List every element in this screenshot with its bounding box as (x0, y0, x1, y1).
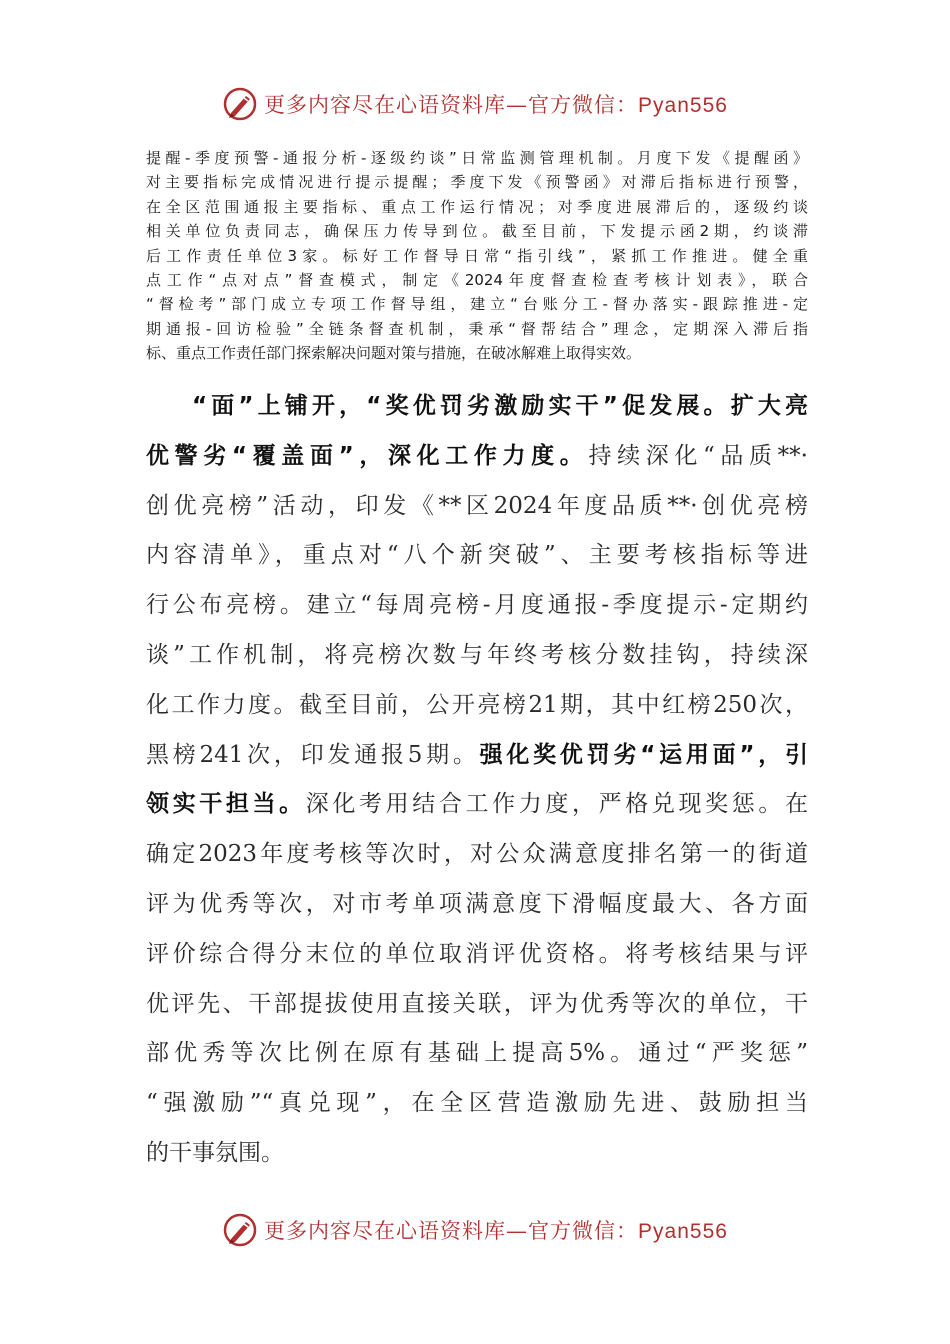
body-text: 黑榜241次，印发通报5期。 (146, 741, 480, 768)
body-text: 持续深化“品质**· (588, 442, 808, 469)
text-line: 部优秀等次比例在原有基础上提高5%。通过“严奖惩” (146, 1040, 808, 1067)
bold-heading: 领实干担当。 (146, 791, 306, 818)
pen-logo-icon (222, 1212, 258, 1248)
text-line (146, 432, 808, 482)
body-text: 深化考用结合工作力度，严格兑现奖惩。在 (305, 791, 808, 818)
text-line: 后工作责任单位3家。标好工作督导日常“指引线”，紧抓工作推进。健全重 (146, 246, 808, 265)
header-banner (0, 86, 950, 122)
text-line: 化工作力度。截至目前，公开亮榜21期，其中红榜250次， (146, 691, 808, 718)
text-line: 期通报-回访检验”全链条督查机制，秉承“督帮结合”理念，定期深入滞后指 (146, 319, 808, 338)
text-line: 谈”工作机制，将亮榜次数与年终考核分数挂钩，持续深 (146, 641, 808, 668)
banner-text (264, 1215, 728, 1245)
text-line: 点工作“点对点”督查模式，制定《2024年度督查检查考核计划表》，联合 (146, 270, 808, 289)
text-line: “督检考”部门成立专项工作督导组，建立“台账分工-督办落实-跟踪推进-定 (146, 295, 808, 314)
main-paragraph (146, 382, 808, 1179)
text-line: 创优亮榜”活动，印发《**区2024年度品质**·创优亮榜 (146, 492, 808, 519)
text-line (146, 382, 808, 432)
text-line: 的干事氛围。 (146, 1139, 284, 1166)
bold-heading: 强化奖优罚劣“运用面”，引 (479, 741, 808, 768)
text-line: 内容清单》，重点对“八个新突破”、主要考核指标等进 (146, 542, 808, 569)
footer-banner (0, 1212, 950, 1248)
text-line: 对主要指标完成情况进行提示提醒；季度下发《预警函》对滞后指标进行预警， (146, 173, 808, 192)
banner-label: 更多内容尽在心语资料库—官方微信： (264, 1219, 639, 1243)
text-line: “强激励”“真兑现”，在全区营造激励先进、鼓励担当 (146, 1090, 808, 1117)
banner-wechat-id: Pyan556 (638, 1220, 728, 1243)
text-line: 确定2023年度考核等次时，对公众满意度排名第一的街道 (146, 841, 808, 868)
text-line (146, 780, 808, 830)
banner-wechat-id: Pyan556 (638, 94, 728, 117)
text-line: 标、重点工作责任部门探索解决问题对策与措施，在破冰解难上取得实效。 (146, 344, 642, 363)
text-line: 在全区范围通报主要指标、重点工作运行情况；对季度进展滞后的，逐级约谈 (146, 197, 808, 216)
bold-heading: 优警劣“覆盖面”，深化工作力度。 (146, 442, 589, 469)
banner-label: 更多内容尽在心语资料库—官方微信： (264, 93, 639, 117)
bold-heading: “面”上铺开，“奖优罚劣激励实干”促发展。扩大亮 (192, 393, 808, 419)
text-line (146, 731, 808, 781)
text-line: 评价综合得分末位的单位取消评优资格。将考核结果与评 (146, 940, 808, 967)
intro-paragraph (146, 146, 808, 366)
text-line: 评为优秀等次，对市考单项满意度下滑幅度最大、各方面 (146, 890, 808, 917)
pen-logo-icon (222, 86, 258, 122)
text-line: 行公布亮榜。建立“每周亮榜-月度通报-季度提示-定期约 (146, 592, 808, 619)
text-line: 提醒-季度预警-通报分析-逐级约谈”日常监测管理机制。月度下发《提醒函》 (146, 149, 808, 167)
banner-text (264, 89, 728, 119)
text-line: 相关单位负责同志，确保压力传导到位。截至目前，下发提示函2期，约谈滞 (146, 222, 808, 241)
text-line: 优评先、干部提拔使用直接关联，评为优秀等次的单位，干 (146, 990, 808, 1017)
